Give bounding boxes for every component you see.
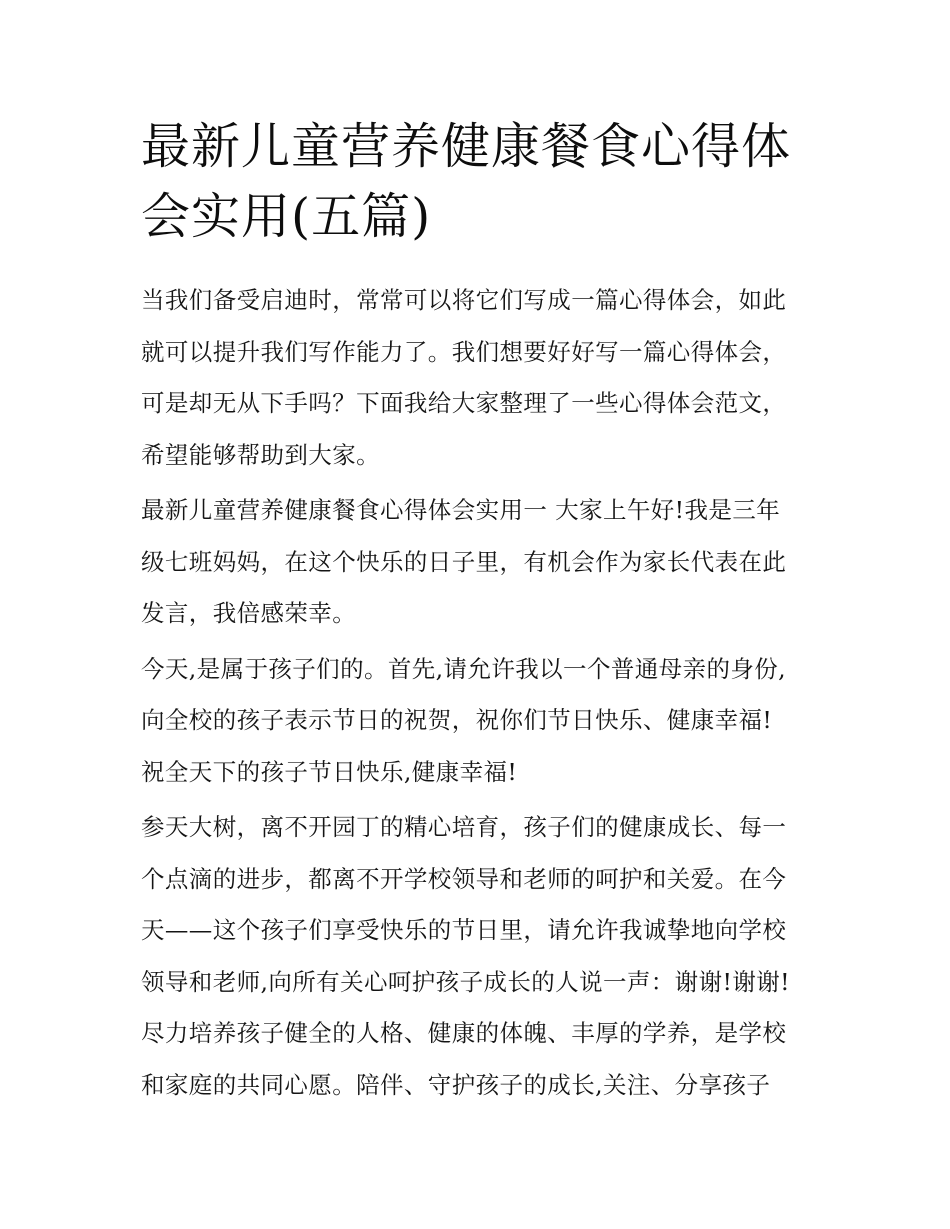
- text-line: 最新儿童营养健康餐食心得体会实用一 大家上午好!我是三年: [141, 496, 781, 524]
- text-line: 今天,是属于孩子们的。首先,请允许我以一个普通母亲的身份,: [141, 654, 787, 683]
- text-line: 个点滴的进步，都离不开学校领导和老师的呵护和关爱。在今: [141, 864, 787, 893]
- text-line: 领导和老师,向所有关心呵护孩子成长的人说一声：谢谢!谢谢!: [141, 967, 790, 996]
- text-line: 级七班妈妈，在这个快乐的日子里，有机会作为家长代表在此: [141, 547, 787, 576]
- greeting-paragraph: [141, 485, 821, 640]
- text-line: 和家庭的共同心愿。陪伴、守护孩子的成长,关注、分享孩子: [141, 1070, 771, 1099]
- text-line: 向全校的孩子表示节日的祝贺，祝你们节日快乐、健康幸福!: [141, 706, 773, 734]
- thanks-paragraph: [141, 802, 821, 1111]
- document-body: [141, 275, 821, 1111]
- title-line-1: 最新儿童营养健康餐食心得体: [141, 118, 792, 175]
- text-line: 天——这个孩子们享受快乐的节日里，请允许我诚挚地向学校: [141, 916, 787, 944]
- intro-paragraph: [141, 275, 821, 481]
- text-line: 可是却无从下手吗？下面我给大家整理了一些心得体会范文，: [141, 389, 787, 417]
- festival-paragraph: [141, 644, 821, 799]
- text-line: 参天大树，离不开园丁的精心培育，孩子们的健康成长、每一: [141, 813, 787, 841]
- title-line-2: 会实用(五篇): [141, 188, 432, 245]
- text-line: 就可以提升我们写作能力了。我们想要好好写一篇心得体会，: [141, 337, 787, 366]
- document-page: [141, 112, 821, 1115]
- text-line: 祝全天下的孩子节日快乐,健康幸福!: [141, 757, 518, 786]
- text-line: 希望能够帮助到大家。: [141, 440, 380, 469]
- text-line: 尽力培养孩子健全的人格、健康的体魄、丰厚的学养，是学校: [141, 1019, 787, 1047]
- text-line: 发言，我倍感荣幸。: [141, 599, 357, 627]
- text-line: 当我们备受启迪时，常常可以将它们写成一篇心得体会，如此: [141, 286, 787, 314]
- document-title: [141, 112, 821, 252]
